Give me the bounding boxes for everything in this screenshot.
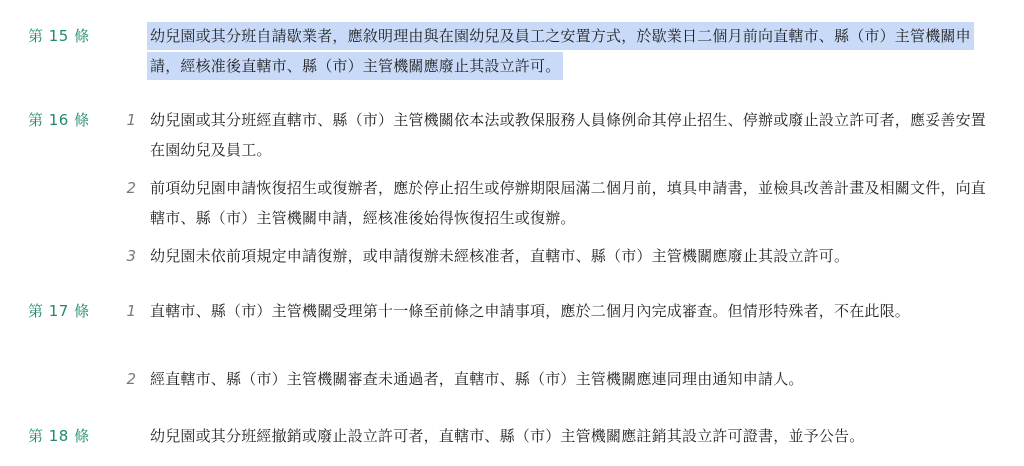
paragraph-number: 1 (126, 111, 136, 129)
paragraph-text: 幼兒園未依前項規定申請復辦，或申請復辦未經核准者，直轄市、縣（市）主管機關應廢止其設立許可。 (150, 247, 850, 265)
paragraph-number: 3 (126, 247, 136, 265)
article-18-paragraph (150, 421, 995, 451)
article-17-paragraph-2 (126, 364, 995, 394)
article-16-paragraph-2 (126, 173, 995, 233)
paragraph-number: 1 (126, 302, 136, 320)
article-label-16[interactable]: 第 16 條 (28, 111, 90, 129)
paragraph-number: 2 (126, 370, 136, 388)
paragraph-text-selected[interactable]: 幼兒園或其分班自請歇業者，應敘明理由與在園幼兒及員工之安置方式，於歇業日二個月前向直轄市、縣（市）主管機關申請，經核准後直轄市、縣（市）主管機關應廢止其設立許可。 (150, 22, 971, 80)
article-label-18[interactable]: 第 18 條 (28, 427, 90, 445)
article-17-paragraph-1 (126, 296, 995, 326)
article-16-paragraph-1 (126, 105, 995, 165)
paragraph-number: 2 (126, 179, 136, 197)
paragraph-text: 經直轄市、縣（市）主管機關審查未通過者，直轄市、縣（市）主管機關應連同理由通知申請人。 (150, 370, 804, 388)
article-16-paragraph-3 (126, 241, 995, 271)
paragraph-text: 幼兒園或其分班經撤銷或廢止設立許可者，直轄市、縣（市）主管機關應註銷其設立許可證書，並予公告。 (150, 427, 865, 445)
paragraph-text: 前項幼兒園申請恢復招生或復辦者，應於停止招生或停辦期限屆滿二個月前，填具申請書，並檢具改善計畫及相關文件，向直轄市、縣（市）主管機關申請，經核准後始得恢復招生或復辦。 (150, 179, 987, 227)
article-label-15[interactable]: 第 15 條 (28, 27, 90, 45)
article-15-paragraph (150, 21, 995, 81)
paragraph-text: 直轄市、縣（市）主管機關受理第十一條至前條之申請事項，應於二個月內完成審查。但情形特殊者，不在此限。 (150, 302, 911, 320)
paragraph-text: 幼兒園或其分班經直轄市、縣（市）主管機關依本法或教保服務人員條例命其停止招生、停辦或廢止設立許可者，應妥善安置在園幼兒及員工。 (150, 111, 987, 159)
article-label-17[interactable]: 第 17 條 (28, 302, 90, 320)
